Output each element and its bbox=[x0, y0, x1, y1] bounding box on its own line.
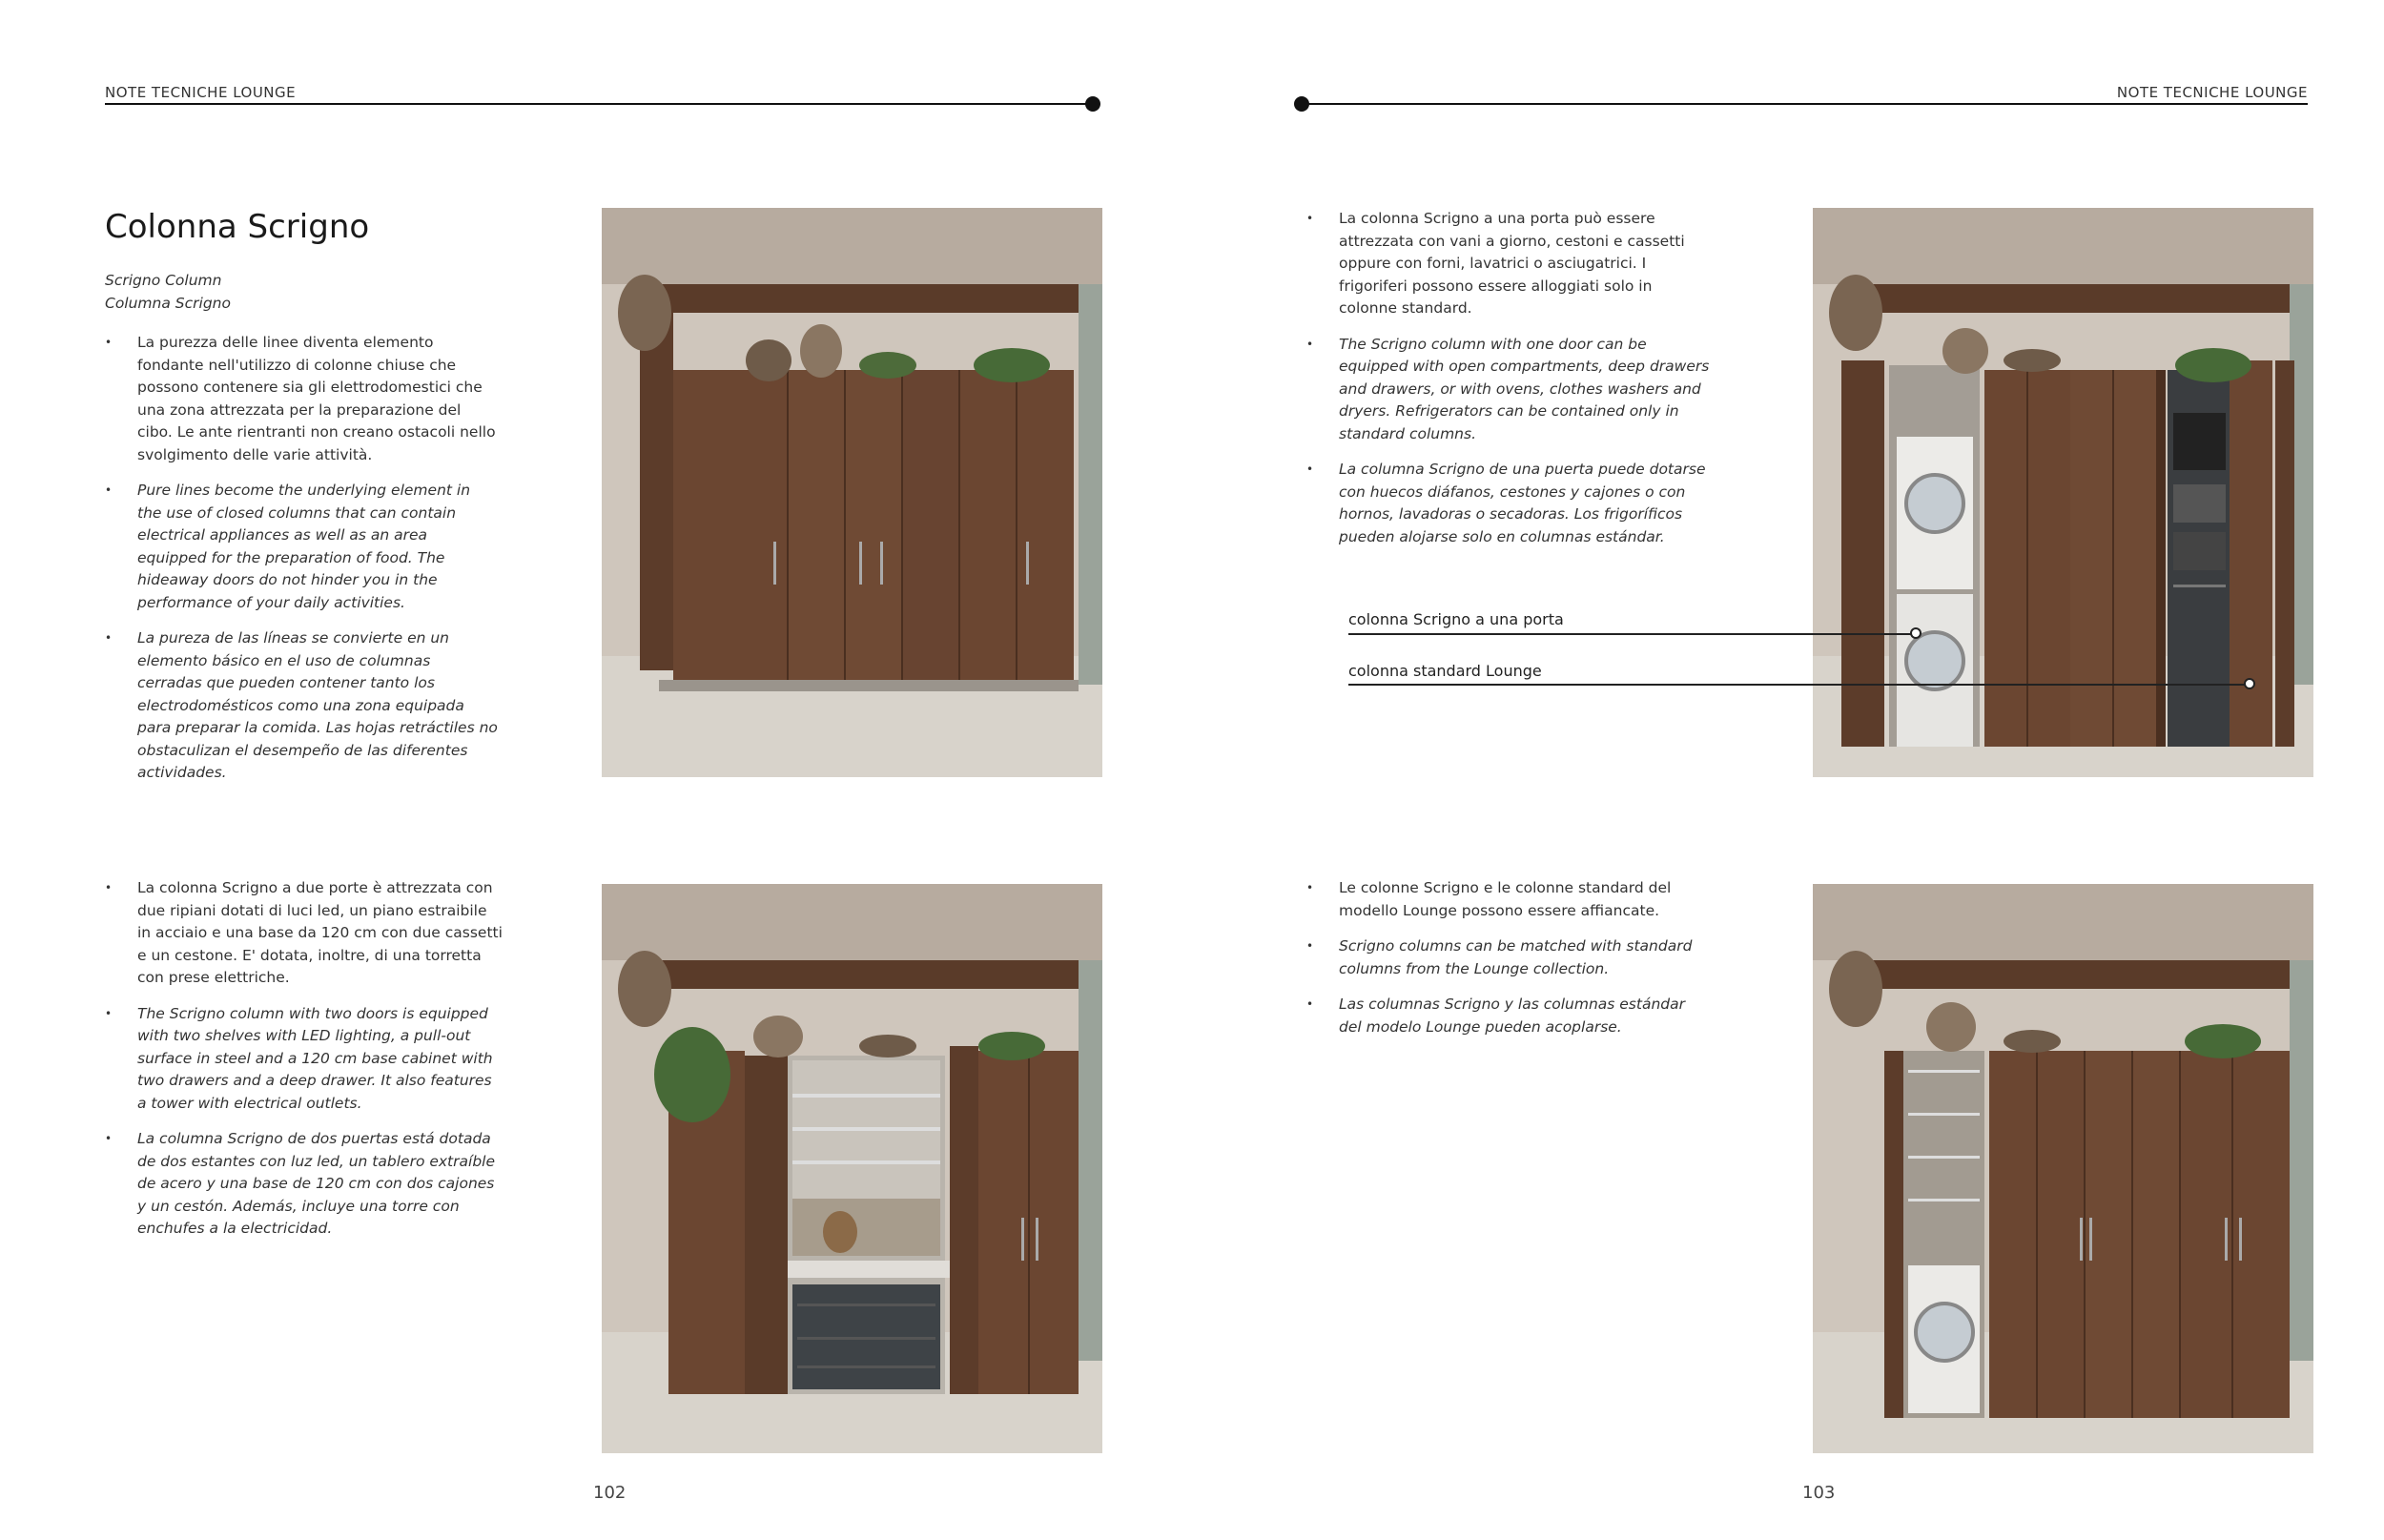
callout-scrigno-line bbox=[1348, 633, 1915, 635]
callout-standard-label: colonna standard Lounge bbox=[1348, 662, 1542, 680]
subtitle bbox=[105, 269, 231, 315]
page-number-right: 103 bbox=[1802, 1483, 1836, 1503]
left-header-dot bbox=[1085, 96, 1100, 112]
callout-scrigno-dot bbox=[1910, 627, 1922, 639]
photo-combined-columns bbox=[1813, 884, 2313, 1453]
page-number-left: 102 bbox=[593, 1483, 627, 1503]
subtitle-en: Scrigno Column bbox=[105, 272, 222, 289]
bullet-en: • Pure lines become the underlying element in the use of closed columns that can contain electrical appliances as well as an area equipped for the preparation of food. The hideaway doors do not hinder you in the performance of your daily activities. bbox=[105, 480, 498, 614]
bullet-es: • La columna Scrigno de dos puertas está dotada de dos estantes con luz led, un tablero extraíble de acero y una base de 120 cm con dos cajones y un cestón. Además, incluye una torre con enchufes a la electricidad. bbox=[105, 1128, 504, 1241]
photo-one-door-washer bbox=[1813, 208, 2313, 777]
callout-scrigno-label: colonna Scrigno a una porta bbox=[1348, 610, 1564, 628]
bullet-it: • Le colonne Scrigno e le colonne standard del modello Lounge possono essere affiancate. bbox=[1306, 877, 1707, 922]
photo-closed-columns bbox=[602, 208, 1102, 777]
left-bullets-2 bbox=[105, 877, 504, 1254]
right-bullets-1 bbox=[1306, 208, 1712, 562]
right-header-rule bbox=[1302, 103, 2308, 105]
bullet-en: • The Scrigno column with two doors is equipped with two shelves with LED lighting, a pull-out surface in steel and a 120 cm base cabinet with two drawers and a deep drawer. It also features a tower with electrical outlets. bbox=[105, 1003, 504, 1116]
callout-standard-dot bbox=[2244, 678, 2255, 689]
bullet-en: • Scrigno columns can be matched with standard columns from the Lounge collection. bbox=[1306, 935, 1707, 980]
page-title: Colonna Scrigno bbox=[105, 208, 370, 246]
left-header: NOTE TECNICHE LOUNGE bbox=[105, 84, 297, 101]
right-bullets-2 bbox=[1306, 877, 1707, 1052]
subtitle-es: Columna Scrigno bbox=[105, 295, 231, 312]
left-header-rule bbox=[105, 103, 1092, 105]
bullet-it: • La colonna Scrigno a due porte è attrezzata con due ripiani dotati di luci led, un piano estraibile in acciaio e una base da 120 cm con due cassetti e un cestone. E' dotata, inoltre, di una torretta con prese elettriche. bbox=[105, 877, 504, 990]
bullet-it: • La colonna Scrigno a una porta può essere attrezzata con vani a giorno, cestoni e cassetti oppure con forni, lavatrici o asciugatrici. I frigoriferi possono essere alloggiati solo in colonne standard. bbox=[1306, 208, 1712, 320]
bullet-it: • La purezza delle linee diventa elemento fondante nell'utilizzo di colonne chiuse che possono contenere sia gli elettrodomestici che una zona attrezzata per la preparazione del cibo. Le ante rientranti non creano ostacoli nello svolgimento delle varie attività. bbox=[105, 332, 498, 466]
right-header: NOTE TECNICHE LOUNGE bbox=[2116, 84, 2308, 101]
photo-two-door-column bbox=[602, 884, 1102, 1453]
bullet-en: • The Scrigno column with one door can be equipped with open compartments, deep drawers and drawers, or with ovens, clothes washers and dryers. Refrigerators can be contained only in standard columns. bbox=[1306, 334, 1712, 446]
bullet-es: • La pureza de las líneas se convierte en un elemento básico en el uso de columnas cerradas que pueden contener tanto los electrodomésticos como una zona equipada para preparar la comida. Las hojas retráctiles no obstaculizan el desempeño de las diferentes actividades. bbox=[105, 627, 498, 785]
callout-standard-line bbox=[1348, 684, 2249, 686]
bullet-es: • La columna Scrigno de una puerta puede dotarse con huecos diáfanos, cestones y cajones o con hornos, lavadoras o secadoras. Los frigoríficos pueden alojarse solo en columnas estándar. bbox=[1306, 459, 1712, 548]
bullet-es: • Las columnas Scrigno y las columnas estándar del modelo Lounge pueden acoplarse. bbox=[1306, 994, 1707, 1038]
left-bullets-1 bbox=[105, 332, 498, 798]
